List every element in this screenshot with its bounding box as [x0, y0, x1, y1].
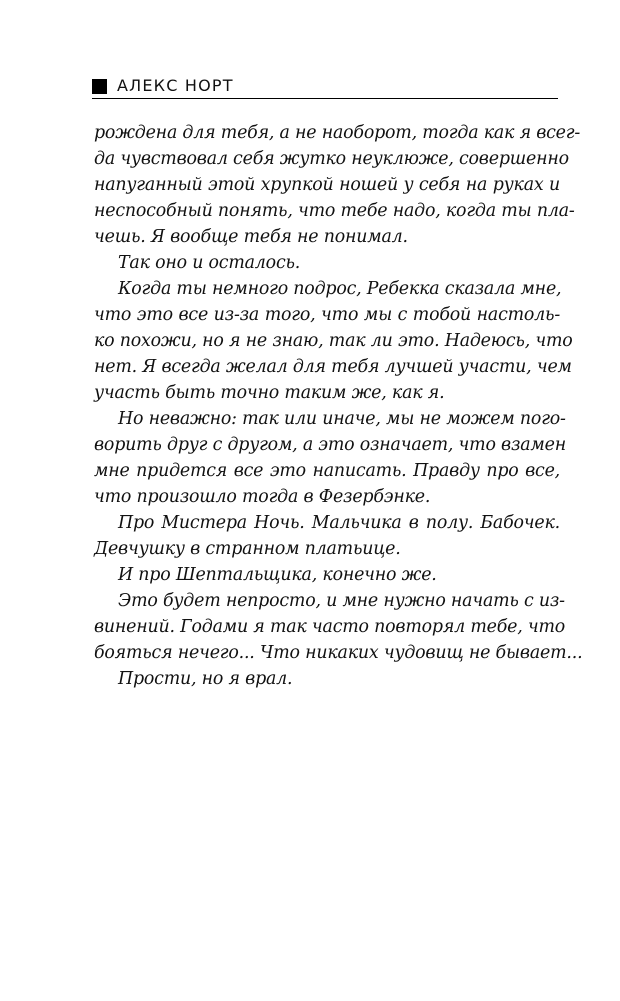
text-line: Это будет непросто, и мне нужно начать с из-	[118, 591, 565, 611]
text-line: винений. Годами я так часто повторял тебе, что	[94, 617, 566, 637]
text-line: И про Шептальщика, конечно же.	[118, 565, 437, 585]
header-author: АЛЕКС НОРТ	[117, 76, 234, 95]
text-line: бояться нечего... Что никаких чудовищ не бывает...	[94, 643, 583, 663]
text-line: рождена для тебя, а не наоборот, тогда как я всег-	[94, 123, 581, 143]
text-line: Девчушку в странном платьице.	[94, 539, 401, 559]
text-line: неспособный понять, что тебе надо, когда ты пла-	[94, 201, 575, 221]
page-body-text	[94, 120, 583, 692]
text-line: участь быть точно таким же, как я.	[94, 383, 445, 403]
text-line: Так оно и осталось.	[118, 253, 301, 273]
header-square-marker	[92, 79, 107, 94]
text-line: что произошло тогда в Фезербэнке.	[94, 487, 431, 507]
text-line: нет. Я всегда желал для тебя лучшей участи, чем	[94, 357, 572, 377]
header-rule	[92, 98, 558, 99]
text-line: Когда ты немного подрос, Ребекка сказала мне,	[118, 279, 562, 299]
text-line: ко похожи, но я не знаю, так ли это. Надеюсь, что	[94, 331, 573, 351]
text-line: мне придется все это написать. Правду про все,	[94, 461, 560, 481]
running-header	[92, 78, 558, 98]
text-line: напуганный этой хрупкой ношей у себя на руках и	[94, 175, 560, 195]
text-line: Прости, но я врал.	[118, 669, 293, 689]
text-line: Про Мистера Ночь. Мальчика в полу. Бабочек.	[118, 513, 560, 533]
text-line: чешь. Я вообще тебя не понимал.	[94, 227, 408, 247]
text-line: ворить друг с другом, а это означает, что взамен	[94, 435, 566, 455]
text-line: Но неважно: так или иначе, мы не можем пого-	[118, 409, 566, 429]
text-line: да чувствовал себя жутко неуклюже, совершенно	[94, 149, 569, 169]
text-line: что это все из-за того, что мы с тобой настоль-	[94, 305, 560, 325]
